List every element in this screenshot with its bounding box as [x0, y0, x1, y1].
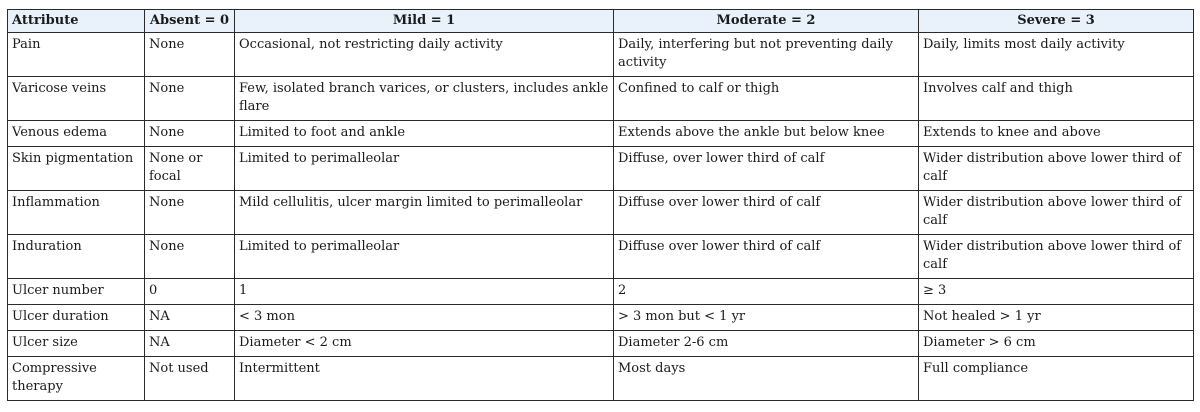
cell-attribute: Ulcer duration [8, 305, 145, 331]
table-row [8, 331, 1194, 357]
cell-mild: Limited to perimalleolar [235, 147, 614, 191]
cell-severe: ≥ 3 [919, 279, 1194, 305]
table-row [8, 121, 1194, 147]
cell-mild: < 3 mon [235, 305, 614, 331]
cell-mild: Limited to perimalleolar [235, 235, 614, 279]
header-absent: Absent = 0 [145, 10, 235, 33]
cell-severe: Involves calf and thigh [919, 77, 1194, 121]
cell-moderate: 2 [614, 279, 919, 305]
table-row [8, 279, 1194, 305]
cell-absent: None [145, 33, 235, 77]
cell-moderate: Confined to calf or thigh [614, 77, 919, 121]
cell-absent: Not used [145, 357, 235, 401]
cell-absent: 0 [145, 279, 235, 305]
cell-mild: Limited to foot and ankle [235, 121, 614, 147]
header-severe: Severe = 3 [919, 10, 1194, 33]
table-row [8, 33, 1194, 77]
cell-absent: None [145, 235, 235, 279]
cell-absent: None [145, 77, 235, 121]
cell-severe: Not healed > 1 yr [919, 305, 1194, 331]
cell-attribute: Skin pigmentation [8, 147, 145, 191]
cell-attribute: Varicose veins [8, 77, 145, 121]
cell-moderate: Extends above the ankle but below knee [614, 121, 919, 147]
header-moderate: Moderate = 2 [614, 10, 919, 33]
cell-attribute: Compressive therapy [8, 357, 145, 401]
cell-moderate: Diameter 2-6 cm [614, 331, 919, 357]
cell-attribute: Ulcer number [8, 279, 145, 305]
header-attribute: Attribute [8, 10, 145, 33]
cell-absent: NA [145, 331, 235, 357]
table-row [8, 147, 1194, 191]
cell-moderate: Diffuse over lower third of calf [614, 191, 919, 235]
cell-severe: Wider distribution above lower third of calf [919, 147, 1194, 191]
cell-attribute: Inflammation [8, 191, 145, 235]
cell-severe: Wider distribution above lower third of calf [919, 191, 1194, 235]
cell-severe: Full compliance [919, 357, 1194, 401]
cell-absent: None [145, 191, 235, 235]
cell-attribute: Ulcer size [8, 331, 145, 357]
cell-absent: None [145, 121, 235, 147]
header-mild: Mild = 1 [235, 10, 614, 33]
cell-mild: Occasional, not restricting daily activity [235, 33, 614, 77]
cell-moderate: Diffuse over lower third of calf [614, 235, 919, 279]
cell-mild: Few, isolated branch varices, or clusters, includes ankle flare [235, 77, 614, 121]
cell-severe: Wider distribution above lower third of calf [919, 235, 1194, 279]
table-row [8, 191, 1194, 235]
cell-mild: 1 [235, 279, 614, 305]
cell-mild: Diameter < 2 cm [235, 331, 614, 357]
table-header-row [8, 10, 1194, 33]
table-row [8, 77, 1194, 121]
table-row [8, 357, 1194, 401]
cell-severe: Diameter > 6 cm [919, 331, 1194, 357]
cell-severe: Extends to knee and above [919, 121, 1194, 147]
severity-scoring-table [7, 9, 1194, 401]
cell-moderate: Most days [614, 357, 919, 401]
cell-mild: Intermittent [235, 357, 614, 401]
cell-absent: None or focal [145, 147, 235, 191]
cell-attribute: Pain [8, 33, 145, 77]
cell-mild: Mild cellulitis, ulcer margin limited to perimalleolar [235, 191, 614, 235]
cell-absent: NA [145, 305, 235, 331]
cell-moderate: > 3 mon but < 1 yr [614, 305, 919, 331]
cell-moderate: Daily, interfering but not preventing daily activity [614, 33, 919, 77]
cell-moderate: Diffuse, over lower third of calf [614, 147, 919, 191]
cell-attribute: Venous edema [8, 121, 145, 147]
cell-severe: Daily, limits most daily activity [919, 33, 1194, 77]
table-row [8, 235, 1194, 279]
table-row [8, 305, 1194, 331]
cell-attribute: Induration [8, 235, 145, 279]
